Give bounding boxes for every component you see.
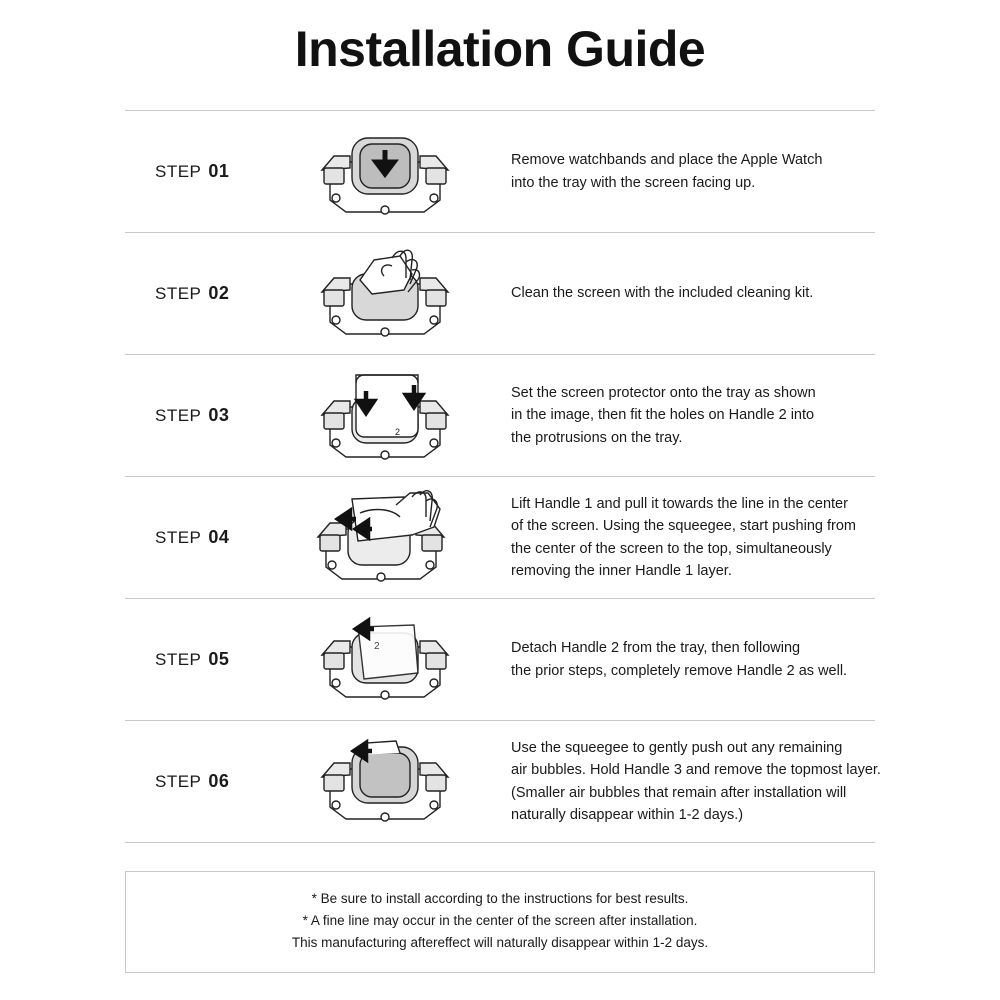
step-text [485, 737, 891, 827]
step-label [125, 283, 285, 304]
step-label-text: STEP [155, 772, 202, 791]
step-figure [285, 363, 485, 468]
step-number: 04 [208, 527, 230, 547]
step-figure [285, 122, 485, 222]
step-label [125, 161, 285, 182]
notes-box [125, 871, 875, 973]
step-text-line: Use the squeegee to gently push out any remaining [511, 739, 843, 756]
step-text-line: (Smaller air bubbles that remain after installation will [511, 784, 847, 801]
step-text-line: naturally disappear within 1-2 days.) [511, 806, 744, 823]
step-figure [285, 483, 485, 593]
step-label [125, 649, 285, 670]
step-text-line: Detach Handle 2 from the tray, then following [511, 640, 801, 657]
steps-list [125, 110, 881, 843]
step-text-line: Clean the screen with the included cleaning kit. [511, 285, 814, 302]
step-label-text: STEP [155, 528, 202, 547]
step-row [125, 111, 875, 233]
step-text-line: the protrusions on the tray. [511, 429, 683, 446]
step-number: 01 [208, 161, 230, 181]
step-number: 03 [208, 405, 230, 425]
note-line: * Be sure to install according to the instructions for best results. [311, 891, 689, 906]
step-text-line: Remove watchbands and place the Apple Watch [511, 152, 823, 169]
step-text-line: of the screen. Using the squeegee, start pushing from [511, 518, 856, 535]
step-text [485, 149, 875, 194]
step-text [485, 382, 875, 449]
step-figure [285, 607, 485, 712]
step-text-line: removing the inner Handle 1 layer. [511, 562, 732, 579]
step-text [485, 637, 875, 682]
step-row [125, 355, 875, 477]
step-text-line: the prior steps, completely remove Handle 2 as well. [511, 662, 848, 679]
step-text-line: Lift Handle 1 and pull it towards the line in the center [511, 495, 848, 512]
step-row [125, 477, 875, 599]
step-label [125, 405, 285, 426]
page-title: Installation Guide [294, 21, 706, 77]
svg-text:2: 2 [374, 641, 380, 652]
lift-handle-one-squeegee-icon [300, 483, 470, 593]
step-number: 06 [208, 771, 230, 791]
step-row [125, 233, 875, 355]
step-text [485, 282, 875, 304]
step-text-line: in the image, then fit the holes on Handle 2 into [511, 407, 815, 424]
screen-protector-onto-tray-icon [300, 363, 470, 468]
hand-cleaning-wipe-icon [300, 244, 470, 344]
step-label [125, 771, 285, 792]
watch-in-tray-down-arrow-icon [300, 122, 470, 222]
note-line: This manufacturing aftereffect will naturally disappear within 1-2 days. [291, 934, 709, 950]
step-label-text: STEP [155, 284, 202, 303]
step-figure [285, 729, 485, 834]
svg-text:2: 2 [395, 427, 401, 437]
step-figure [285, 244, 485, 344]
step-label-text: STEP [155, 162, 202, 181]
squeegee-push-bubbles-icon [300, 729, 470, 834]
step-text [485, 493, 875, 583]
step-text-line: Set the screen protector onto the tray as shown [511, 384, 816, 401]
step-number: 05 [208, 649, 230, 669]
step-text-line: air bubbles. Hold Handle 3 and remove the topmost layer. [511, 762, 881, 779]
step-row [125, 721, 881, 843]
step-number: 02 [208, 283, 230, 303]
step-label-text: STEP [155, 650, 202, 669]
note-line: * A fine line may occur in the center of the screen after installation. [302, 912, 698, 928]
step-label-text: STEP [155, 406, 202, 425]
step-row [125, 599, 875, 721]
step-label [125, 527, 285, 548]
detach-handle-two-icon [300, 607, 470, 712]
step-text-line: into the tray with the screen facing up. [511, 174, 756, 191]
step-text-line: the center of the screen to the top, simultaneously [511, 540, 832, 557]
